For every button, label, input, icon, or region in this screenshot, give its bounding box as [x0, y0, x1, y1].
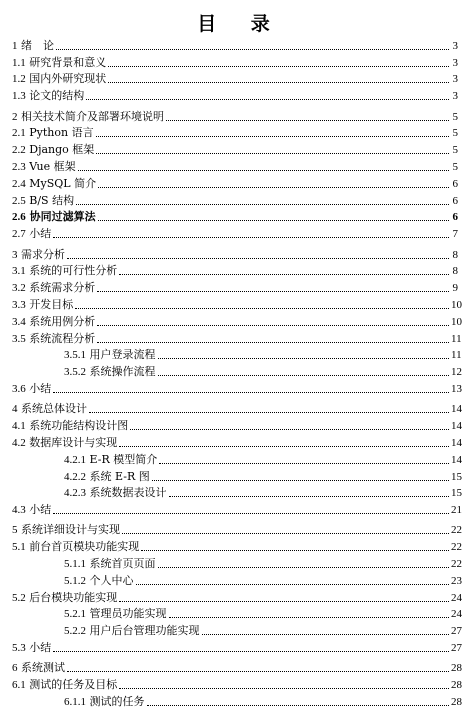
- toc-entry-label: [12, 264, 117, 278]
- toc-page-number: 21: [451, 504, 462, 517]
- toc-page-number: 11: [451, 332, 462, 345]
- toc-entry-text: 系统用例分析: [25, 314, 96, 328]
- toc-page-number: 27: [451, 625, 462, 638]
- toc-page-number: 6: [452, 177, 458, 190]
- toc-dot-leader: [169, 496, 450, 497]
- toc-dot-leader: [108, 82, 449, 83]
- toc-entry-text: 小结: [25, 227, 52, 241]
- toc-entry-number: 2.2: [12, 144, 26, 157]
- toc-page-number: 24: [451, 591, 462, 604]
- toc-page-number: 11: [451, 349, 462, 362]
- toc-dot-leader: [56, 49, 449, 50]
- toc-dot-leader: [98, 220, 449, 221]
- toc-page-number: 10: [451, 315, 462, 328]
- toc-entry-number: 4.1: [12, 420, 26, 433]
- toc-entry-text: 用户登录流程: [89, 348, 156, 362]
- toc-entry[interactable]: [12, 329, 462, 346]
- toc-entry-number: 2.3: [12, 160, 26, 173]
- toc-page-number: 28: [451, 696, 462, 709]
- toc-entry-number: 5.1.2: [64, 574, 86, 587]
- toc-entry-number: 2.1: [12, 127, 26, 140]
- toc-dot-leader: [53, 651, 449, 652]
- toc-page-number: 5: [452, 160, 458, 173]
- toc-entry[interactable]: [12, 400, 462, 417]
- toc-entry[interactable]: [12, 262, 458, 279]
- toc-dot-leader: [75, 308, 449, 309]
- toc-entry[interactable]: [12, 605, 462, 622]
- toc-entry-label: [12, 315, 95, 329]
- toc-page-number: 8: [452, 265, 458, 278]
- toc-entry-text: 协同过滤算法: [25, 210, 96, 224]
- toc-page-number: 10: [451, 298, 462, 311]
- toc-entry-label: [12, 143, 94, 157]
- toc-entry[interactable]: [12, 295, 462, 312]
- toc-entry[interactable]: [12, 521, 462, 538]
- toc-entry-label: [12, 503, 51, 517]
- toc-entry-number: 5.2.2: [64, 625, 86, 638]
- toc-dot-leader: [119, 446, 449, 447]
- toc-dot-leader: [53, 237, 449, 238]
- toc-dot-leader: [122, 533, 449, 534]
- toc-entry-text: 需求分析: [21, 247, 65, 261]
- toc-page-number: 28: [451, 662, 462, 675]
- toc-entry-text: 小结: [25, 381, 52, 395]
- toc-page-number: 6: [452, 194, 458, 207]
- toc-entry[interactable]: [12, 312, 462, 329]
- toc-entry-text: 系统需求分析: [25, 281, 96, 295]
- toc-entry-label: [12, 436, 117, 450]
- toc-entry-label: [12, 453, 157, 467]
- toc-entry-number: 5.1.1: [64, 558, 86, 571]
- toc-title: 目 录: [197, 13, 284, 35]
- toc-entry-label: [12, 126, 94, 140]
- toc-entry[interactable]: [12, 70, 458, 87]
- toc-entry-text: 系统的可行性分析: [25, 264, 118, 278]
- toc-entry[interactable]: [12, 346, 462, 363]
- toc-entry-label: [12, 402, 87, 416]
- toc-page-number: 22: [451, 558, 462, 571]
- toc-entry-text: Python 语言: [25, 126, 94, 140]
- toc-entry[interactable]: [12, 157, 458, 174]
- toc-entry-text: 相关技术简介及部署环境说明: [21, 109, 164, 123]
- toc-entry-label: [12, 160, 76, 174]
- toc-dot-leader: [119, 601, 449, 602]
- toc-dot-leader: [158, 567, 450, 568]
- toc-entry-number: 6.1: [12, 679, 26, 692]
- toc-entry-label: [12, 523, 120, 537]
- toc-entry-number: 3.5.2: [64, 366, 86, 379]
- toc-entry[interactable]: [12, 571, 462, 588]
- toc-entry[interactable]: [12, 500, 462, 517]
- toc-dot-leader: [119, 274, 449, 275]
- toc-entry[interactable]: [12, 124, 458, 141]
- toc-entry-text: E-R 模型简介: [89, 452, 158, 466]
- toc-dot-leader: [78, 170, 449, 171]
- toc-entry-text: 论文的结构: [25, 89, 85, 103]
- toc-entry-number: 4.3: [12, 504, 26, 517]
- toc-entry-label: [12, 177, 96, 191]
- toc-entry-number: 2: [12, 110, 18, 123]
- toc-entry-label: [12, 281, 95, 295]
- toc-dot-leader: [97, 342, 449, 343]
- toc-entry-label: [12, 89, 84, 103]
- toc-page-number: 22: [451, 541, 462, 554]
- toc-entry-number: 2.4: [12, 177, 26, 190]
- toc-entry-number: 4.2.3: [64, 487, 86, 500]
- toc-entry-number: 3.2: [12, 282, 26, 295]
- toc-entry[interactable]: [12, 433, 462, 450]
- toc-entry-text: 系统总体设计: [21, 402, 87, 416]
- toc-page-number: 8: [452, 248, 458, 261]
- toc-entry[interactable]: [12, 692, 462, 709]
- toc-page-number: 3: [452, 73, 458, 86]
- toc-entry[interactable]: [12, 588, 462, 605]
- toc-entry-text: 前台首页模块功能实现: [25, 540, 140, 554]
- toc-dot-leader: [96, 136, 449, 137]
- toc-entry-text: B/S 结构: [25, 193, 75, 207]
- toc-entry-text: 数据库设计与实现: [25, 435, 118, 449]
- toc-entry-number: 5.3: [12, 642, 26, 655]
- toc-entry-text: 测试的任务及目标: [25, 678, 118, 692]
- toc-entry-number: 4: [12, 403, 18, 416]
- toc-page-number: 14: [451, 403, 462, 416]
- toc-entry[interactable]: [12, 675, 462, 692]
- toc-entry-number: 4.2.1: [64, 453, 86, 466]
- toc-entry-text: 后台模块功能实现: [25, 590, 118, 604]
- toc-entry-label: [12, 332, 95, 346]
- toc-entry-label: [12, 574, 134, 588]
- toc-entry-text: 系统操作流程: [89, 365, 156, 379]
- toc-page-number: 28: [451, 679, 462, 692]
- toc-entry-label: [12, 624, 200, 638]
- toc-page-number: 5: [452, 127, 458, 140]
- toc-entry[interactable]: [12, 638, 462, 655]
- toc-page-number: 15: [451, 470, 462, 483]
- toc-entry-number: 3.5.1: [64, 349, 86, 362]
- toc-entry-number: 4.2.2: [64, 470, 86, 483]
- toc-entry[interactable]: [12, 53, 458, 70]
- toc-entry-text: 系统首页页面: [89, 557, 156, 571]
- toc-dot-leader: [169, 617, 450, 618]
- toc-page-number: 5: [452, 144, 458, 157]
- toc-entry[interactable]: [12, 537, 462, 554]
- toc-dot-leader: [97, 291, 449, 292]
- toc-entry-text: Django 框架: [25, 143, 95, 157]
- toc-entry-number: 5.2.1: [64, 608, 86, 621]
- toc-page-number: 3: [452, 56, 458, 69]
- toc-entry-text: 用户后台管理功能实现: [89, 624, 200, 638]
- toc-entry-number: 3.1: [12, 265, 26, 278]
- toc-entry-number: 1.1: [12, 56, 26, 69]
- toc-entry-number: 3.6: [12, 382, 26, 395]
- toc-entry-text: 国内外研究现状: [25, 72, 107, 86]
- toc-entry-number: 5.2: [12, 591, 26, 604]
- toc-entries: [12, 36, 462, 709]
- toc-entry-label: [12, 110, 164, 124]
- toc-entry-number: 1: [12, 39, 18, 52]
- toc-dot-leader: [202, 634, 450, 635]
- toc-dot-leader: [159, 463, 449, 464]
- toc-dot-leader: [152, 480, 449, 481]
- toc-page-number: 7: [452, 228, 458, 241]
- toc-page-number: 3: [452, 90, 458, 103]
- toc-entry-text: 小结: [25, 641, 52, 655]
- toc-page-number: 14: [451, 436, 462, 449]
- toc-entry-text: 系统功能结构设计图: [25, 419, 129, 433]
- toc-entry[interactable]: [12, 379, 462, 396]
- toc-entry-label: [12, 194, 74, 208]
- toc-dot-leader: [158, 375, 450, 376]
- toc-entry-number: 1.3: [12, 90, 26, 103]
- toc-dot-leader: [108, 66, 449, 67]
- toc-dot-leader: [97, 325, 449, 326]
- toc-entry-number: 1.2: [12, 73, 26, 86]
- toc-entry-label: [12, 678, 117, 692]
- toc-entry[interactable]: [12, 621, 462, 638]
- toc-page-number: 9: [452, 282, 458, 295]
- toc-entry-text: 研究背景和意义: [25, 55, 107, 69]
- toc-dot-leader: [136, 584, 450, 585]
- toc-entry[interactable]: [12, 86, 458, 103]
- toc-page-number: 5: [452, 110, 458, 123]
- toc-page-number: 12: [451, 366, 462, 379]
- toc-entry-text: 绪 论: [21, 38, 54, 52]
- toc-page-number: 3: [452, 39, 458, 52]
- toc-entry-number: 2.7: [12, 228, 26, 241]
- toc-entry-label: [12, 298, 73, 312]
- toc-page-number: 14: [451, 420, 462, 433]
- toc-entry-text: 系统数据表设计: [89, 486, 167, 500]
- toc-entry-label: [12, 607, 167, 621]
- toc-entry[interactable]: [12, 554, 462, 571]
- toc-dot-leader: [86, 99, 449, 100]
- toc-entry-label: [12, 72, 106, 86]
- toc-entry-text: 开发目标: [25, 297, 74, 311]
- toc-entry[interactable]: [12, 208, 458, 225]
- toc-entry-number: 3.3: [12, 298, 26, 311]
- toc-entry-label: [12, 419, 128, 433]
- toc-entry-text: 测试的任务: [89, 695, 145, 709]
- toc-dot-leader: [67, 258, 449, 259]
- toc-entry-label: [12, 227, 51, 241]
- toc-entry-number: 3.5: [12, 332, 26, 345]
- toc-entry[interactable]: [12, 36, 458, 53]
- toc-dot-leader: [89, 412, 449, 413]
- toc-entry-text: 小结: [25, 503, 52, 517]
- toc-entry-number: 5: [12, 524, 18, 537]
- toc-dot-leader: [130, 429, 449, 430]
- toc-page-number: 15: [451, 487, 462, 500]
- toc-entry-text: MySQL 简介: [25, 176, 97, 190]
- toc-dot-leader: [166, 120, 449, 121]
- toc-dot-leader: [53, 392, 449, 393]
- toc-entry-label: [12, 39, 54, 53]
- toc-entry[interactable]: [12, 245, 458, 262]
- toc-entry-number: 3.4: [12, 315, 26, 328]
- toc-entry-label: [12, 248, 65, 262]
- toc-page-number: 27: [451, 642, 462, 655]
- toc-entry-label: [12, 591, 117, 605]
- toc-entry-text: 管理员功能实现: [89, 607, 167, 621]
- toc-entry[interactable]: [12, 659, 462, 676]
- toc-entry[interactable]: [12, 174, 458, 191]
- toc-page-number: 14: [451, 453, 462, 466]
- toc-entry-label: [12, 56, 106, 70]
- toc-entry[interactable]: [12, 450, 462, 467]
- toc-entry-label: [12, 641, 51, 655]
- toc-dot-leader: [67, 671, 449, 672]
- toc-page-number: 24: [451, 608, 462, 621]
- toc-entry[interactable]: [12, 362, 462, 379]
- toc-dot-leader: [158, 358, 450, 359]
- toc-entry-text: 系统测试: [21, 661, 65, 675]
- toc-page-number: 23: [451, 574, 462, 587]
- toc-page-number: 6: [452, 211, 458, 224]
- toc-entry[interactable]: [12, 467, 462, 484]
- toc-entry[interactable]: [12, 140, 458, 157]
- toc-entry-label: [12, 661, 65, 675]
- toc-entry[interactable]: [12, 107, 458, 124]
- toc-dot-leader: [147, 705, 450, 706]
- toc-entry-label: [12, 540, 139, 554]
- toc-dot-leader: [98, 187, 449, 188]
- toc-entry-label: [12, 382, 51, 396]
- toc-page-number: 13: [451, 382, 462, 395]
- toc-entry[interactable]: [12, 224, 458, 241]
- toc-entry-text: Vue 框架: [25, 159, 76, 173]
- toc-page-number: 22: [451, 524, 462, 537]
- toc-entry[interactable]: [12, 416, 462, 433]
- toc-dot-leader: [96, 153, 449, 154]
- toc-dot-leader: [76, 204, 449, 205]
- toc-entry-number: 3: [12, 248, 18, 261]
- toc-entry[interactable]: [12, 484, 462, 501]
- toc-entry-label: [12, 557, 156, 571]
- toc-entry[interactable]: [12, 191, 458, 208]
- toc-entry-label: [12, 470, 150, 484]
- toc-entry-label: [12, 695, 145, 709]
- toc-dot-leader: [119, 688, 449, 689]
- toc-dot-leader: [141, 550, 449, 551]
- toc-entry-number: 2.5: [12, 194, 26, 207]
- toc-dot-leader: [53, 513, 449, 514]
- toc-entry-number: 6: [12, 662, 18, 675]
- toc-entry-number: 5.1: [12, 541, 26, 554]
- toc-entry-text: 系统流程分析: [25, 331, 96, 345]
- toc-entry-text: 系统详细设计与实现: [21, 523, 120, 537]
- toc-entry-label: [12, 210, 96, 224]
- toc-entry-label: [12, 348, 156, 362]
- toc-entry[interactable]: [12, 278, 458, 295]
- toc-entry-label: [12, 486, 167, 500]
- toc-entry-number: 4.2: [12, 436, 26, 449]
- toc-entry-number: 2.6: [12, 211, 26, 224]
- toc-entry-text: 系统 E-R 图: [89, 469, 150, 483]
- toc-entry-text: 个人中心: [89, 573, 134, 587]
- toc-entry-number: 6.1.1: [64, 696, 86, 709]
- toc-entry-label: [12, 365, 156, 379]
